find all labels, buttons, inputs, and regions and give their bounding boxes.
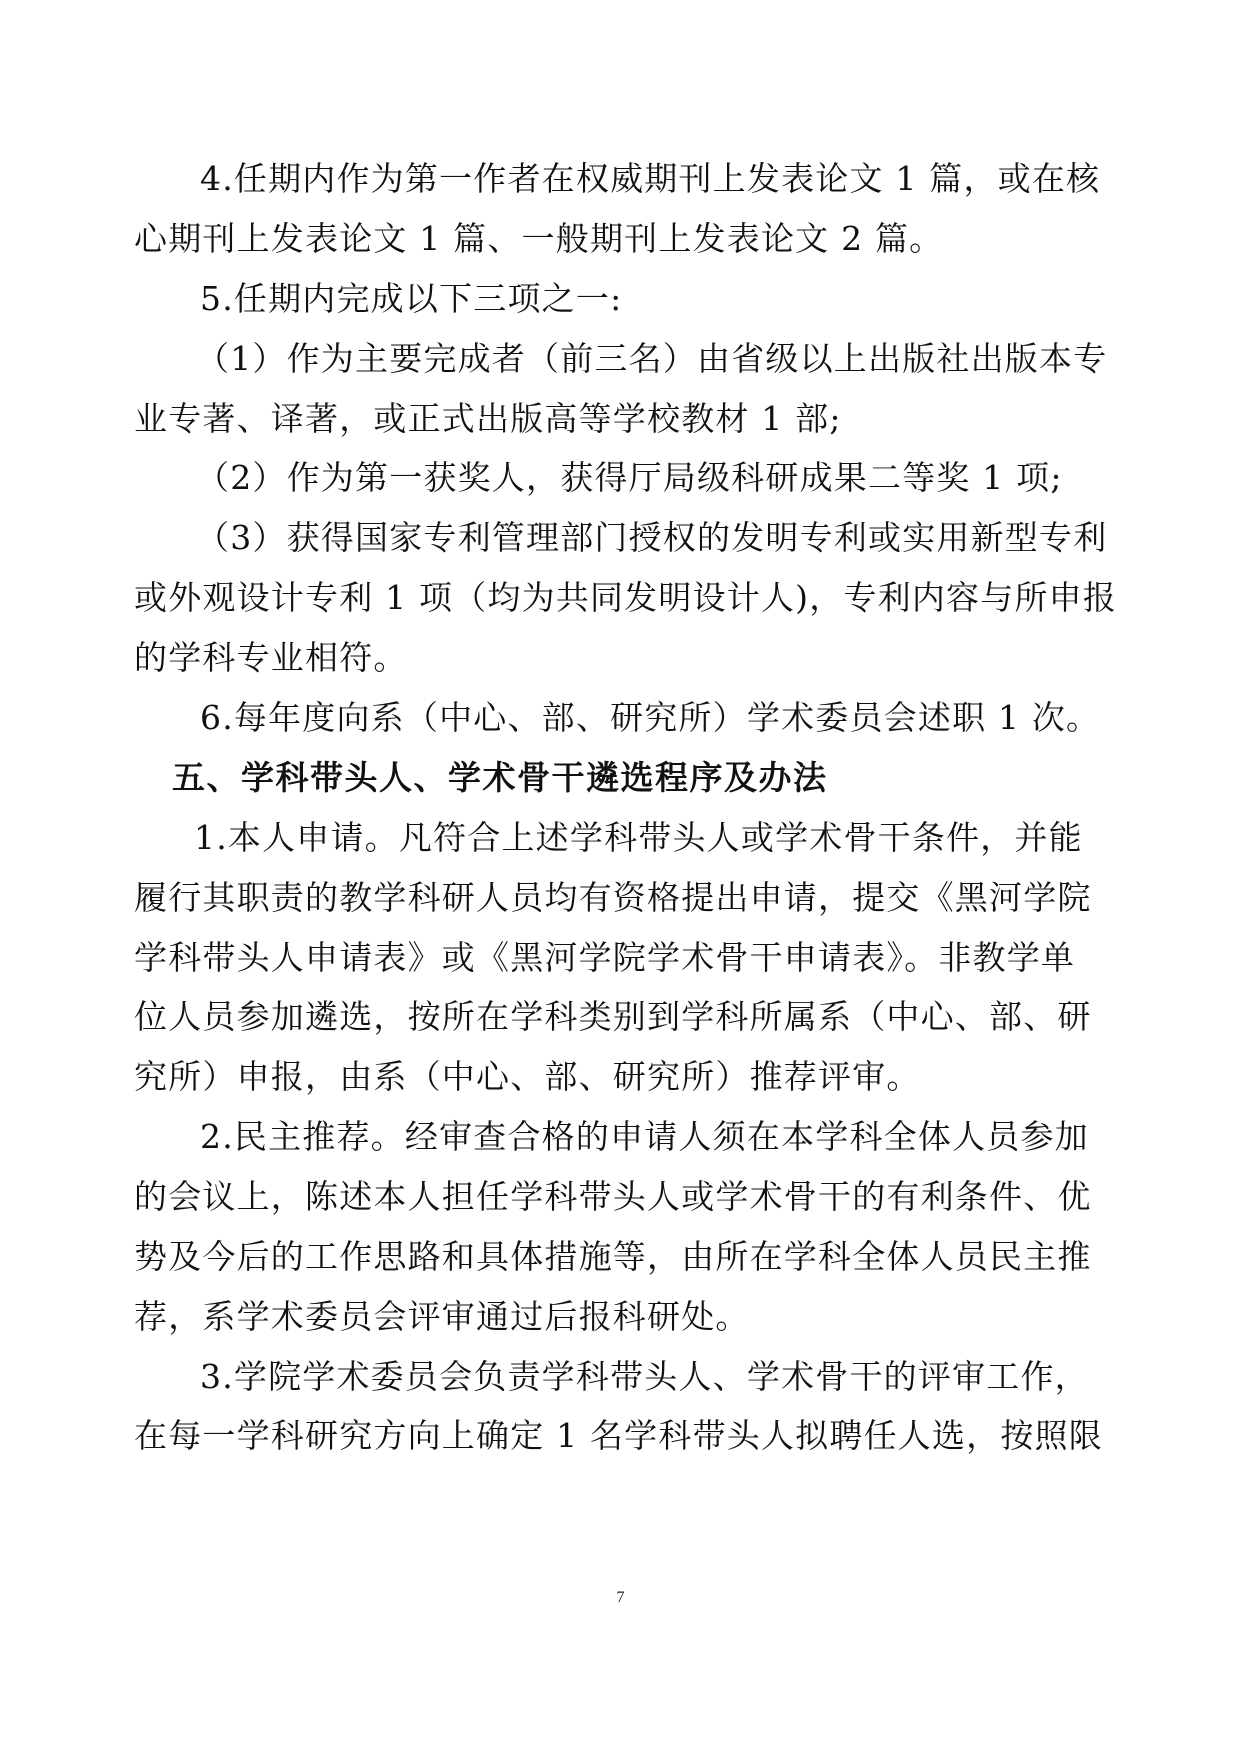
sub-item-3-line-3: 的学科专业相符。 xyxy=(134,638,408,677)
paragraph-item-5: 5.任期内完成以下三项之一: xyxy=(200,279,623,318)
paragraph-item-4-line-2: 心期刊上发表论文 1 篇、一般期刊上发表论文 2 篇。 xyxy=(134,219,944,258)
procedure-1-line-4: 位人员参加遴选，按所在学科类别到学科所属系（中心、部、研 xyxy=(134,997,1092,1036)
procedure-2-line-4: 荐，系学术委员会评审通过后报科研处。 xyxy=(134,1297,750,1336)
page-number: 7 xyxy=(616,1589,625,1606)
paragraph-item-4-line-1: 4.任期内作为第一作者在权威期刊上发表论文 1 篇，或在核 xyxy=(200,159,1101,198)
procedure-1-line-5: 究所）申报，由系（中心、部、研究所）推荐评审。 xyxy=(134,1057,921,1096)
procedure-3-line-1: 3.学院学术委员会负责学科带头人、学术骨干的评审工作， xyxy=(200,1357,1089,1396)
procedure-1-line-3: 学科带头人申请表》或《黑河学院学术骨干申请表》。非教学单 xyxy=(134,938,1076,977)
sub-item-3-line-2: 或外观设计专利 1 项（均为共同发明设计人)，专利内容与所申报 xyxy=(134,578,1118,617)
sub-item-2: （2）作为第一获奖人，获得厅局级科研成果二等奖 1 项; xyxy=(196,458,1063,497)
procedure-3-line-2: 在每一学科研究方向上确定 1 名学科带头人拟聘任人选，按照限 xyxy=(134,1416,1103,1455)
sub-item-1-line-2: 业专著、译著，或正式出版高等学校教材 1 部; xyxy=(134,399,842,438)
procedure-2-line-3: 势及今后的工作思路和具体措施等，由所在学科全体人员民主推 xyxy=(134,1237,1092,1276)
procedure-2-line-2: 的会议上，陈述本人担任学科带头人或学术骨干的有利条件、优 xyxy=(134,1177,1092,1216)
procedure-2-line-1: 2.民主推荐。经审查合格的申请人须在本学科全体人员参加 xyxy=(200,1117,1089,1156)
section-heading: 五、学科带头人、学术骨干遴选程序及办法 xyxy=(172,758,828,797)
procedure-1-line-1: 1.本人申请。凡符合上述学科带头人或学术骨干条件，并能 xyxy=(194,818,1083,857)
procedure-1-line-2: 履行其职责的教学科研人员均有资格提出申请，提交《黑河学院 xyxy=(134,878,1092,917)
sub-item-1-line-1: （1）作为主要完成者（前三名）由省级以上出版社出版本专 xyxy=(196,339,1108,378)
sub-item-3-line-1: （3）获得国家专利管理部门授权的发明专利或实用新型专利 xyxy=(196,518,1108,557)
paragraph-item-6: 6.每年度向系（中心、部、研究所）学术委员会述职 1 次。 xyxy=(200,698,1101,737)
